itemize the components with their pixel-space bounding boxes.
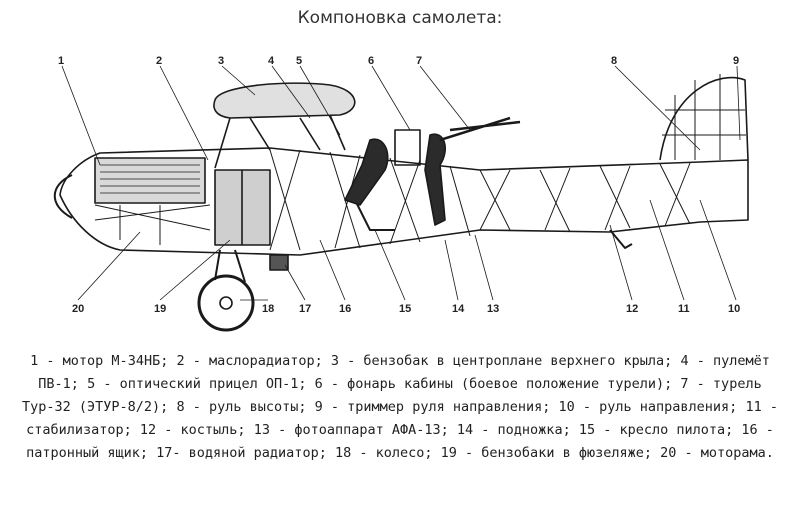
motor-mount [95,205,210,245]
callout-18: 18 [262,303,275,315]
vertical-tail [660,78,748,160]
callout-19: 19 [154,303,167,315]
callout-20: 20 [72,303,85,315]
callout-12: 12 [626,303,639,315]
legend-item: 18 - колесо; [334,445,433,461]
callout-6: 6 [368,55,375,67]
legend-item: 15 - кресло пилота; [578,422,734,438]
callout-5: 5 [296,55,303,67]
pilot-figure [345,139,388,205]
legend-item: 13 - фотоаппарат АФА-13; [253,422,449,438]
callout-9: 9 [733,55,740,67]
callout-8: 8 [611,55,618,67]
callout-1: 1 [58,55,65,67]
cabane-struts [215,115,345,168]
callout-2: 2 [156,55,163,67]
legend-item: 5 - оптический прицел ОП-1; [87,376,307,392]
cockpit-canopy [395,130,420,165]
callout-4: 4 [268,55,275,67]
legend-item: 11 - стабилизатор; [26,399,778,438]
callout-10: 10 [728,303,741,315]
gunner-figure [425,134,445,225]
landing-wheel [199,276,253,330]
legend-item: 20 - моторама. [660,445,774,461]
callout-15: 15 [399,303,412,315]
legend-item: 17- водяной радиатор; [156,445,327,461]
callout-11: 11 [678,303,690,315]
legend-item: 9 - триммер руля направления; [314,399,551,415]
gun-turret [440,118,520,140]
parts-legend [16,350,784,465]
callout-3: 3 [218,55,225,67]
legend-item: 6 - фонарь кабины (боевое положение турели); [314,376,673,392]
legend-item: 8 - руль высоты; [176,399,307,415]
legend-item: 3 - бензобак в центроплане верхнего крыла; [330,353,673,369]
water-radiator [270,255,288,270]
legend-item: 7 - турель Тур-32 (ЭТУР-8/2); [22,376,762,415]
legend-item: 10 - руль направления; [558,399,738,415]
tail-skid [610,230,632,248]
callout-17: 17 [299,303,312,315]
callout-16: 16 [339,303,352,315]
legend-item: 2 - маслорадиатор; [176,353,323,369]
legend-item: 1 - мотор М-34НБ; [30,353,169,369]
diagram-title: Компоновка самолета: [297,8,503,28]
legend-item: 14 - подножка; [456,422,571,438]
upper-wing-fuel-tank [214,83,355,118]
legend-item: 12 - костыль; [139,422,246,438]
callout-13: 13 [487,303,500,315]
legend-item: 19 - бензобаки в фюзеляже; [440,445,652,461]
legend-item: 16 - патронный ящик; [26,422,774,461]
callout-14: 14 [452,303,465,315]
callout-7: 7 [416,55,423,67]
legend-item: 4 - пулемёт ПВ-1; [38,353,770,392]
